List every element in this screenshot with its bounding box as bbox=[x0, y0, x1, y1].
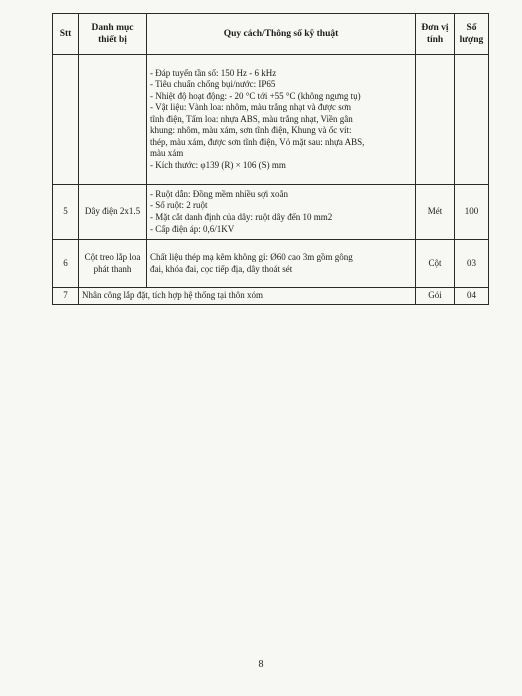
cell-spec bbox=[147, 55, 416, 185]
equipment-spec-table bbox=[52, 13, 489, 305]
table-row bbox=[53, 185, 489, 240]
table-row bbox=[53, 288, 489, 305]
cell-unit: Gói bbox=[416, 288, 455, 305]
cell-item-name bbox=[79, 55, 147, 185]
spec-line: tĩnh điện, Tấm loa: nhựa ABS, màu trắng nhạt, Viền gân bbox=[150, 113, 353, 124]
page-number: 8 bbox=[258, 659, 264, 670]
spec-line: - Số ruột: 2 ruột bbox=[150, 200, 208, 211]
spec-line: - Tiêu chuẩn chống bụi/nước: IP65 bbox=[150, 79, 276, 90]
spec-line: - Cấp điện áp: 0,6/1KV bbox=[150, 223, 235, 234]
spec-line: - Kích thước: φ139 (R) × 106 (S) mm bbox=[150, 159, 286, 170]
spec-line: - Ruột dẫn: Đồng mềm nhiều sợi xoắn bbox=[150, 188, 288, 199]
cell-unit: Cột bbox=[416, 240, 455, 288]
header-unit: Đơn vị tính bbox=[416, 14, 455, 55]
cell-spec bbox=[147, 240, 416, 288]
cell-qty: 100 bbox=[455, 185, 489, 240]
header-spec: Quy cách/Thông số kỹ thuật bbox=[147, 14, 416, 55]
spec-line: - Vật liệu: Vành loa: nhôm, màu trắng nhạt và được sơn bbox=[150, 102, 352, 113]
header-item-name: Danh mục thiết bị bbox=[79, 14, 147, 55]
spec-line: khung: nhôm, màu xám, sơn tĩnh điện, Khung và ốc vít: bbox=[150, 125, 352, 136]
spec-line: - Nhiệt độ hoạt động: - 20 °C tới +55 °C (không ngưng tụ) bbox=[150, 90, 361, 101]
spec-line: đai, khóa đai, cọc tiếp địa, dây thoát sét bbox=[150, 263, 293, 274]
cell-stt: 5 bbox=[53, 185, 79, 240]
header-qty: Số lượng bbox=[455, 14, 489, 55]
cell-stt: 7 bbox=[53, 288, 79, 305]
table-row-continued bbox=[53, 55, 489, 185]
table-header-row bbox=[53, 14, 489, 55]
spec-line: - Mặt cắt danh định của dây: ruột dây đến 10 mm2 bbox=[150, 212, 333, 222]
cell-qty: 03 bbox=[455, 240, 489, 288]
cell-stt: 6 bbox=[53, 240, 79, 288]
cell-qty bbox=[455, 55, 489, 185]
cell-unit bbox=[416, 55, 455, 185]
cell-stt bbox=[53, 55, 79, 185]
header-stt: Stt bbox=[53, 14, 79, 55]
spec-line: màu xám bbox=[150, 148, 184, 159]
spec-line: Chất liệu thép mạ kẽm không gỉ: Ø60 cao 3m gồm gông bbox=[150, 251, 353, 262]
cell-name-and-spec: Nhân công lắp đặt, tích hợp hệ thống tại thôn xóm bbox=[79, 288, 416, 305]
table-row bbox=[53, 240, 489, 288]
cell-qty: 04 bbox=[455, 288, 489, 305]
cell-item-name: Dây điện 2x1.5 bbox=[79, 185, 147, 240]
spec-line: - Đáp tuyến tần số: 150 Hz - 6 kHz bbox=[150, 67, 277, 78]
cell-spec bbox=[147, 185, 416, 240]
cell-item-name: Cột treo lắp loa phát thanh bbox=[79, 240, 147, 288]
cell-unit: Mét bbox=[416, 185, 455, 240]
spec-line: thép, màu xám, được sơn tĩnh điện, Vỏ mặt sau: nhựa ABS, bbox=[150, 136, 365, 147]
